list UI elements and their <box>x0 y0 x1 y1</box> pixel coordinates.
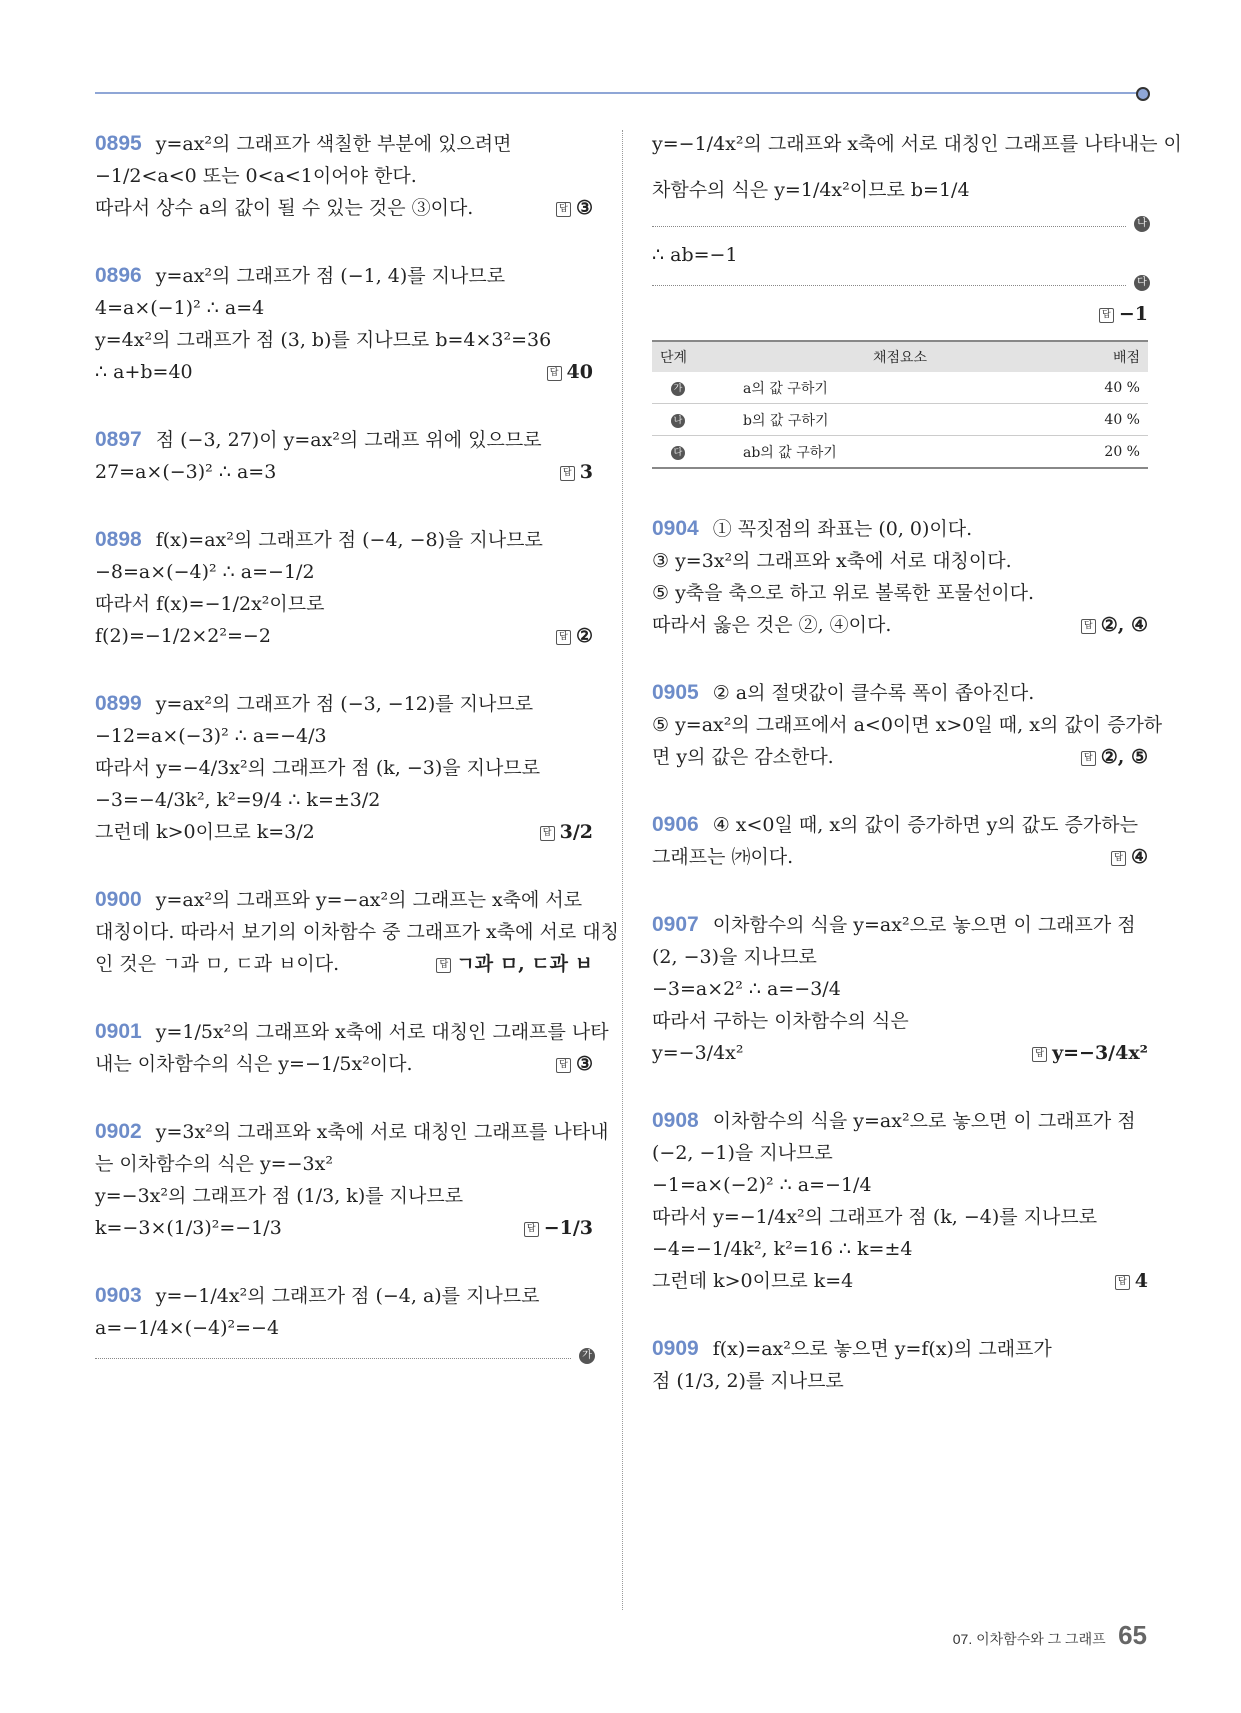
step-marker-icon: 가 <box>579 1348 595 1364</box>
solution-line <box>95 752 593 784</box>
step-divider <box>95 1344 592 1361</box>
solution-line <box>95 160 593 192</box>
solution-line <box>95 1180 593 1212</box>
solution-text: y=ax²의 그래프가 점 (−3, −12)를 지나므로 <box>155 693 534 715</box>
solution-line <box>95 192 593 224</box>
solution-text: y=3x²의 그래프와 x축에 서로 대칭인 그래프를 나타내 <box>155 1121 609 1143</box>
solution-text: 27=a×(−3)² ∴ a=3 <box>95 461 277 483</box>
answer-icon: 답 <box>1099 308 1114 323</box>
table-header: 배점 <box>1069 341 1148 372</box>
problem-number: 0899 <box>95 692 142 715</box>
solution-line <box>95 688 593 720</box>
solution-text: ③ y=3x²의 그래프와 x축에 서로 대칭이다. <box>652 550 1012 572</box>
problem-number: 0896 <box>95 264 142 287</box>
solution-text: −12=a×(−3)² ∴ a=−4/3 <box>95 725 327 747</box>
step-marker-icon: 가 <box>671 382 685 396</box>
answer-icon: 답 <box>556 202 571 217</box>
solution-line <box>95 720 593 752</box>
answer-icon: 답 <box>556 1058 571 1073</box>
problem-0899 <box>95 688 593 848</box>
solution-line <box>652 741 1148 773</box>
answer-icon: 답 <box>1111 851 1126 866</box>
solution-text: ② a의 절댓값이 클수록 폭이 좁아진다. <box>712 682 1035 704</box>
solution-line <box>652 1365 1148 1397</box>
right-problems <box>652 513 1163 1397</box>
problem-number: 0906 <box>652 813 699 836</box>
answer-icon: 답 <box>547 366 562 381</box>
solution-line <box>652 677 1148 709</box>
solution-line <box>652 1333 1148 1365</box>
answer-icon: 답 <box>1032 1047 1047 1062</box>
solution-line <box>652 577 1148 609</box>
answer-value: 3/2 <box>559 821 593 843</box>
answer-value: ③ <box>575 197 593 219</box>
solution-text: 따라서 상수 a의 값이 될 수 있는 것은 ③이다. <box>95 197 474 219</box>
left-column <box>95 128 619 1395</box>
solution-text: ④ x<0일 때, x의 값이 증가하면 y의 값도 증가하는 <box>712 814 1138 836</box>
problem-number: 0895 <box>95 132 142 155</box>
solution-text: (2, −3)을 지나므로 <box>652 946 817 968</box>
problem-0905 <box>652 677 1163 773</box>
answer-icon: 답 <box>524 1222 539 1237</box>
solution-text: y=ax²의 그래프와 y=−ax²의 그래프는 x축에 서로 <box>155 889 583 911</box>
solution-line <box>95 916 619 948</box>
solution-text: y=ax²의 그래프가 점 (−1, 4)를 지나므로 <box>155 265 506 287</box>
problem-number: 0898 <box>95 528 142 551</box>
solution-text: ① 꼭짓점의 좌표는 (0, 0)이다. <box>712 518 973 540</box>
solution-text: 따라서 옳은 것은 ②, ④이다. <box>652 614 892 636</box>
solution-line <box>95 1016 609 1048</box>
answer <box>1099 298 1148 330</box>
solution-line <box>95 356 593 388</box>
answer <box>1032 1037 1148 1069</box>
solution-line <box>652 1265 1148 1297</box>
solution-line: 차함수의 식은 y=1/4x²이므로 b=1/4 <box>652 179 970 201</box>
solution-text: k=−3×(1/3)²=−1/3 <box>95 1217 282 1239</box>
problem-0897 <box>95 424 593 488</box>
table-cell: a의 값 구하기 <box>731 372 1069 404</box>
problem-0898 <box>95 524 593 652</box>
step-divider <box>652 271 1147 288</box>
problem-0896 <box>95 260 593 388</box>
solution-line <box>652 1005 1148 1037</box>
problem-number: 0903 <box>95 1284 142 1307</box>
answer <box>556 192 593 224</box>
solution-text: 점 (−3, 27)이 y=ax²의 그래프 위에 있으므로 <box>155 429 542 451</box>
answer-value: ②, ④ <box>1100 614 1148 636</box>
answer <box>556 620 593 652</box>
step-marker-icon: 나 <box>671 414 685 428</box>
solution-line <box>95 324 593 356</box>
problem-number: 0905 <box>652 681 699 704</box>
problem-number: 0909 <box>652 1337 699 1360</box>
header-rule <box>95 92 1138 94</box>
answer <box>1115 1265 1148 1297</box>
solution-text: −4=−1/4k², k²=16 ∴ k=±4 <box>652 1238 913 1260</box>
solution-line <box>95 816 593 848</box>
solution-line <box>95 588 593 620</box>
solution-line <box>652 1105 1148 1137</box>
solution-line <box>95 1312 593 1344</box>
solution-line <box>652 809 1148 841</box>
solution-line <box>95 620 593 652</box>
problem-number: 0901 <box>95 1020 142 1043</box>
answer-value: 40 <box>566 361 593 383</box>
table-cell: 40 % <box>1069 372 1148 404</box>
solution-line <box>652 941 1148 973</box>
solution-text: 따라서 구하는 이차함수의 식은 <box>652 1010 909 1032</box>
solution-line <box>652 1233 1148 1265</box>
answer-value: ④ <box>1130 846 1148 868</box>
table-cell: ab의 값 구하기 <box>731 436 1069 469</box>
solution-text: f(x)=ax²으로 놓으면 y=f(x)의 그래프가 <box>712 1338 1052 1360</box>
answer-value: ㄱ과 ㅁ, ㄷ과 ㅂ <box>456 953 593 975</box>
problem-number: 0900 <box>95 888 142 911</box>
solution-line <box>95 1280 593 1312</box>
problem-0909 <box>652 1333 1148 1397</box>
problem-0908 <box>652 1105 1148 1297</box>
solution-text: a=−1/4×(−4)²=−4 <box>95 1317 280 1339</box>
answer-icon: 답 <box>436 958 451 973</box>
table-header: 단계 <box>652 341 731 372</box>
table-row <box>652 404 1148 436</box>
solution-text: f(x)=ax²의 그래프가 점 (−4, −8)을 지나므로 <box>155 529 543 551</box>
solution-line <box>95 128 593 160</box>
solution-line <box>95 1148 593 1180</box>
solution-line <box>652 841 1148 873</box>
table-row <box>652 436 1148 469</box>
problem-0900 <box>95 884 619 980</box>
answer <box>1081 741 1148 773</box>
answer-icon: 답 <box>540 826 555 841</box>
answer-value: ③ <box>575 1053 593 1075</box>
solution-text: 점 (1/3, 2)를 지나므로 <box>652 1370 844 1392</box>
solution-text: 그런데 k>0이므로 k=3/2 <box>95 821 315 843</box>
answer <box>560 456 593 488</box>
solution-line <box>652 1037 1148 1069</box>
problem-number: 0908 <box>652 1109 699 1132</box>
solution-text: 그래프는 ㈎이다. <box>652 846 794 868</box>
right-column <box>652 128 1182 1433</box>
answer <box>524 1212 593 1244</box>
answer <box>547 356 593 388</box>
solution-line <box>652 909 1148 941</box>
step-marker-icon: 다 <box>671 446 685 460</box>
solution-line <box>95 784 593 816</box>
problem-number: 0904 <box>652 517 699 540</box>
solution-line <box>652 1201 1148 1233</box>
table-cell: 20 % <box>1069 436 1148 469</box>
solution-line <box>652 545 1148 577</box>
problem-number: 0902 <box>95 1120 142 1143</box>
table-row <box>652 372 1148 404</box>
solution-line <box>95 1116 609 1148</box>
problem-0906 <box>652 809 1148 873</box>
solution-text: y=−1/4x²의 그래프가 점 (−4, a)를 지나므로 <box>155 1285 540 1307</box>
solution-line <box>95 556 593 588</box>
page-footer <box>953 1620 1147 1651</box>
answer-value: ②, ⑤ <box>1100 746 1148 768</box>
answer-icon: 답 <box>560 466 575 481</box>
solution-text: ⑤ y=ax²의 그래프에서 a<0이면 x>0일 때, x의 값이 증가하 <box>652 714 1163 736</box>
table-cell: b의 값 구하기 <box>731 404 1069 436</box>
solution-text: −8=a×(−4)² ∴ a=−1/2 <box>95 561 315 583</box>
solution-text: 따라서 y=−1/4x²의 그래프가 점 (k, −4)를 지나므로 <box>652 1206 1098 1228</box>
answer-icon: 답 <box>1115 1275 1130 1290</box>
answer-icon: 답 <box>1081 619 1096 634</box>
solution-text: 면 y의 값은 감소한다. <box>652 746 834 768</box>
solution-text: 그런데 k>0이므로 k=4 <box>652 1270 854 1292</box>
solution-line <box>652 709 1163 741</box>
step-marker-icon: 다 <box>1134 275 1150 291</box>
answer-icon: 답 <box>1081 751 1096 766</box>
answer <box>1081 609 1148 641</box>
problem-0901 <box>95 1016 609 1080</box>
answer <box>556 1048 593 1080</box>
chapter-title: 07. 이차함수와 그 그래프 <box>952 1631 1106 1647</box>
problem-number: 0907 <box>652 913 699 936</box>
solution-text: ∴ a+b=40 <box>95 361 193 383</box>
solution-line <box>95 292 593 324</box>
step-divider <box>652 212 1147 229</box>
solution-text: 따라서 y=−4/3x²의 그래프가 점 (k, −3)을 지나므로 <box>95 757 541 779</box>
solution-text: 내는 이차함수의 식은 y=−1/5x²이다. <box>95 1053 413 1075</box>
solution-text: −1/2<a<0 또는 0<a<1이어야 한다. <box>95 165 417 187</box>
solution-text: ⑤ y축을 축으로 하고 위로 볼록한 포물선이다. <box>652 582 1035 604</box>
answer <box>1111 841 1148 873</box>
page-number: 65 <box>1118 1620 1147 1650</box>
problem-0904 <box>652 513 1148 641</box>
solution-line <box>652 1169 1148 1201</box>
solution-text: 인 것은 ㄱ과 ㅁ, ㄷ과 ㅂ이다. <box>95 953 340 975</box>
solution-line <box>95 424 593 456</box>
solution-line <box>95 260 593 292</box>
solution-line: ∴ ab=−1 <box>652 244 738 266</box>
table-cell: 40 % <box>1069 404 1148 436</box>
solution-line <box>652 609 1148 641</box>
solution-line <box>95 456 593 488</box>
answer-value: ② <box>575 625 593 647</box>
solution-line <box>652 1137 1148 1169</box>
solution-text: 는 이차함수의 식은 y=−3x² <box>95 1153 333 1175</box>
answer <box>436 948 593 980</box>
solution-line <box>95 524 593 556</box>
column-divider <box>622 130 623 1610</box>
answer-value: 4 <box>1134 1270 1148 1292</box>
problem-0902 <box>95 1116 609 1244</box>
scoring-table <box>652 340 1148 469</box>
table-header: 채점요소 <box>731 341 1069 372</box>
solution-text: 이차함수의 식을 y=ax²으로 놓으면 이 그래프가 점 <box>712 914 1136 936</box>
answer-value: −1 <box>1118 303 1148 325</box>
answer-row <box>652 298 1148 330</box>
solution-line: y=−1/4x²의 그래프와 x축에 서로 대칭인 그래프를 나타내는 이 <box>652 133 1182 155</box>
solution-text: 이차함수의 식을 y=ax²으로 놓으면 이 그래프가 점 <box>712 1110 1136 1132</box>
solution-line <box>652 973 1148 1005</box>
problem-0907 <box>652 909 1148 1069</box>
answer <box>540 816 593 848</box>
answer-icon: 답 <box>556 630 571 645</box>
answer-value: −1/3 <box>543 1217 593 1239</box>
solution-text: −3=a×2² ∴ a=−3/4 <box>652 978 841 1000</box>
problem-0895 <box>95 128 593 224</box>
header-rule-dot <box>1136 87 1150 101</box>
solution-text: 대칭이다. 따라서 보기의 이차함수 중 그래프가 x축에 서로 대칭 <box>95 921 619 943</box>
solution-text: −1=a×(−2)² ∴ a=−1/4 <box>652 1174 872 1196</box>
answer-value: y=−3/4x² <box>1052 1042 1148 1064</box>
solution-text: 따라서 f(x)=−1/2x²이므로 <box>95 593 325 615</box>
step-marker-icon: 나 <box>1134 216 1150 232</box>
solution-text: y=1/5x²의 그래프와 x축에 서로 대칭인 그래프를 나타 <box>155 1021 609 1043</box>
solution-text: (−2, −1)을 지나므로 <box>652 1142 833 1164</box>
solution-text: −3=−4/3k², k²=9/4 ∴ k=±3/2 <box>95 789 381 811</box>
solution-text: f(2)=−1/2×2²=−2 <box>95 625 271 647</box>
solution-line <box>95 948 593 980</box>
problem-number: 0897 <box>95 428 142 451</box>
solution-line <box>652 513 1148 545</box>
solution-text: 4=a×(−1)² ∴ a=4 <box>95 297 265 319</box>
solution-text: y=−3/4x² <box>652 1042 744 1064</box>
answer-value: 3 <box>579 461 593 483</box>
problem-0903-continued <box>652 128 1182 330</box>
solution-text: y=4x²의 그래프가 점 (3, b)를 지나므로 b=4×3²=36 <box>95 329 552 351</box>
solution-text: y=ax²의 그래프가 색칠한 부분에 있으려면 <box>155 133 512 155</box>
solution-line <box>95 884 593 916</box>
solution-line <box>95 1048 593 1080</box>
problem-0903 <box>95 1280 593 1359</box>
solution-line <box>95 1212 593 1244</box>
solution-text: y=−3x²의 그래프가 점 (1/3, k)를 지나므로 <box>95 1185 464 1207</box>
